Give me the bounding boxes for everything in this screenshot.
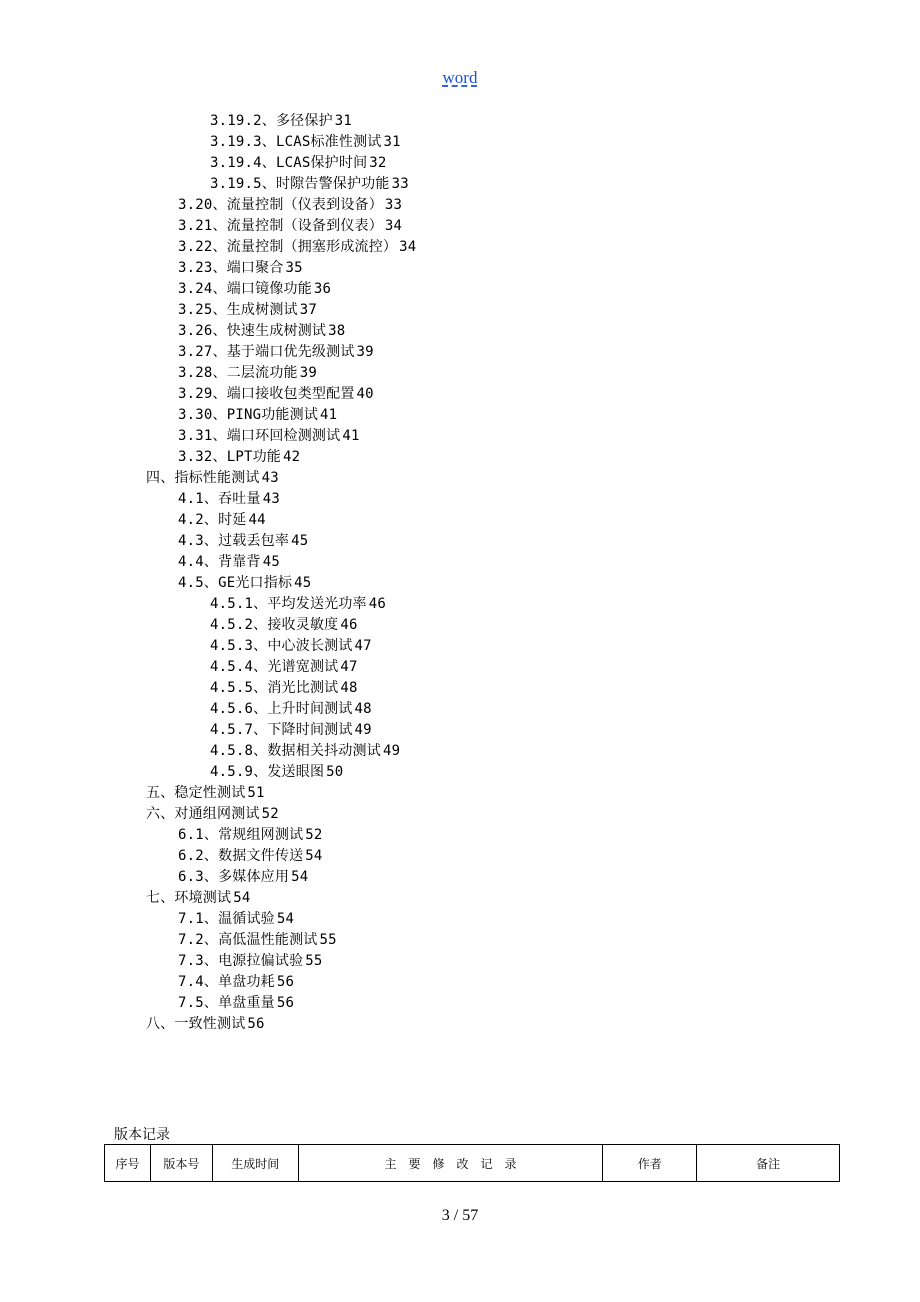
toc-entry[interactable]	[178, 426, 360, 447]
toc-entry[interactable]	[178, 237, 416, 258]
toc-entry-title: 八、一致性测试	[146, 1016, 246, 1032]
toc-entry-title: 3.21、流量控制（设备到仪表）	[178, 218, 383, 234]
toc-entry-page: 54	[233, 890, 251, 906]
toc-entry-title: 3.27、基于端口优先级测试	[178, 344, 355, 360]
toc-entry[interactable]	[178, 279, 331, 300]
toc-entry-title: 3.23、端口聚合	[178, 260, 284, 276]
toc-entry-title: 4.4、背靠背	[178, 554, 261, 570]
col-date-header: 生成时间	[212, 1145, 298, 1182]
toc-entry[interactable]	[178, 552, 280, 573]
toc-entry-title: 3.26、快速生成树测试	[178, 323, 327, 339]
toc-entry-title: 3.19.4、LCAS保护时间	[210, 155, 368, 171]
col-changes-header: 主 要 修 改 记 录	[298, 1145, 603, 1182]
col-index-header: 序号	[105, 1145, 151, 1182]
version-record-table	[104, 1144, 840, 1182]
toc-entry-page: 36	[313, 281, 332, 297]
toc-entry-page: 31	[334, 113, 353, 129]
toc-entry-title: 七、环境测试	[146, 890, 232, 906]
toc-entry[interactable]	[178, 363, 317, 384]
toc-entry-title: 7.3、电源拉偏试验	[178, 953, 304, 969]
toc-entry[interactable]	[178, 489, 280, 510]
toc-entry[interactable]	[146, 1014, 265, 1035]
toc-entry[interactable]	[178, 846, 323, 867]
toc-entry-page: 56	[276, 974, 295, 990]
toc-entry-title: 六、对通组网测试	[146, 806, 260, 822]
toc-entry[interactable]	[146, 783, 265, 804]
toc-entry[interactable]	[210, 657, 358, 678]
toc-entry[interactable]	[210, 594, 386, 615]
toc-entry-title: 4.5、GE光口指标	[178, 575, 293, 591]
toc-entry[interactable]	[178, 573, 311, 594]
toc-entry-title: 3.19.2、多径保护	[210, 113, 333, 129]
toc-entry-page: 54	[291, 869, 309, 885]
toc-entry-page: 52	[305, 827, 323, 843]
col-version-header: 版本号	[150, 1145, 212, 1182]
header-word-link[interactable]: word	[442, 68, 478, 87]
toc-entry-page: 48	[354, 701, 372, 717]
toc-entry[interactable]	[178, 972, 294, 993]
toc-entry-page: 45	[294, 575, 312, 591]
toc-entry-title: 7.4、单盘功耗	[178, 974, 275, 990]
toc-entry-title: 6.1、常规组网测试	[178, 827, 304, 843]
toc-entry-page: 31	[383, 134, 401, 150]
toc-entry-page: 41	[320, 407, 338, 423]
toc-entry-title: 4.5.6、上升时间测试	[210, 701, 353, 717]
version-table-header-row	[105, 1145, 840, 1182]
toc-entry-title: 6.3、多媒体应用	[178, 869, 290, 885]
toc-entry[interactable]	[210, 741, 400, 762]
toc-entry-page: 40	[356, 386, 374, 402]
toc-entry-page: 33	[391, 176, 409, 192]
version-record-title: 版本记录	[114, 1127, 170, 1143]
toc-entry[interactable]	[178, 867, 308, 888]
toc-entry-title: 4.2、时延	[178, 512, 247, 528]
toc-entry-title: 4.5.1、平均发送光功率	[210, 596, 367, 612]
toc-entry-page: 38	[328, 323, 346, 339]
toc-entry-page: 34	[399, 239, 417, 255]
toc-entry[interactable]	[178, 300, 317, 321]
toc-entry[interactable]	[178, 258, 303, 279]
toc-entry[interactable]	[210, 153, 387, 174]
toc-entry-page: 52	[261, 806, 279, 822]
toc-entry-page: 45	[291, 533, 309, 549]
toc-entry[interactable]	[210, 615, 358, 636]
toc-entry[interactable]	[178, 405, 337, 426]
toc-entry[interactable]	[178, 825, 323, 846]
toc-entry[interactable]	[210, 174, 409, 195]
toc-entry-page: 44	[248, 512, 266, 528]
toc-entry-title: 五、稳定性测试	[146, 785, 246, 801]
toc-entry-page: 55	[305, 953, 323, 969]
toc-entry[interactable]	[210, 762, 343, 783]
toc-entry-page: 46	[368, 596, 387, 612]
toc-entry[interactable]	[210, 699, 372, 720]
toc-entry-page: 45	[262, 554, 280, 570]
toc-entry[interactable]	[178, 993, 294, 1014]
toc-entry-page: 39	[299, 365, 317, 381]
toc-entry[interactable]	[146, 468, 279, 489]
toc-entry-title: 7.1、温循试验	[178, 911, 275, 927]
toc-entry-page: 35	[285, 260, 303, 276]
toc-entry-title: 3.25、生成树测试	[178, 302, 298, 318]
toc-entry-title: 4.5.9、发送眼图	[210, 764, 325, 780]
toc-entry-page: 54	[305, 848, 323, 864]
toc-entry-title: 3.24、端口镜像功能	[178, 281, 312, 297]
toc-entry-page: 43	[261, 470, 279, 486]
toc-entry-page: 37	[299, 302, 317, 318]
toc-entry-title: 3.28、二层流功能	[178, 365, 298, 381]
toc-entry[interactable]	[178, 951, 323, 972]
toc-entry[interactable]	[178, 909, 294, 930]
toc-entry-title: 7.2、高低温性能测试	[178, 932, 318, 948]
toc-entry-title: 3.20、流量控制（仪表到设备）	[178, 197, 383, 213]
toc-entry-title: 4.5.3、中心波长测试	[210, 638, 353, 654]
toc-entry-page: 48	[340, 680, 358, 696]
toc-entry-title: 4.3、过载丢包率	[178, 533, 290, 549]
toc-entry[interactable]	[146, 888, 250, 909]
toc-entry-title: 3.32、LPT功能	[178, 449, 282, 465]
toc-entry-title: 7.5、单盘重量	[178, 995, 275, 1011]
toc-entry-page: 56	[276, 995, 295, 1011]
toc-entry-title: 4.5.7、下降时间测试	[210, 722, 353, 738]
toc-entry[interactable]	[210, 132, 401, 153]
toc-entry-page: 51	[247, 785, 265, 801]
toc-entry-page: 49	[354, 722, 372, 738]
toc-entry-title: 3.19.5、时隙告警保护功能	[210, 176, 390, 192]
toc-entry[interactable]	[178, 531, 308, 552]
col-author-header: 作者	[603, 1145, 697, 1182]
toc-entry-page: 42	[283, 449, 301, 465]
toc-entry[interactable]	[210, 111, 352, 132]
toc-entry-title: 3.30、PING功能测试	[178, 407, 319, 423]
toc-entry-title: 4.5.8、数据相关抖动测试	[210, 743, 381, 759]
toc-entry-title: 4.5.5、消光比测试	[210, 680, 339, 696]
toc-entry-page: 49	[382, 743, 401, 759]
toc-entry[interactable]	[178, 447, 300, 468]
toc-entry[interactable]	[210, 636, 372, 657]
toc-entry-title: 3.19.3、LCAS标准性测试	[210, 134, 382, 150]
toc-entry-page: 34	[384, 218, 403, 234]
toc-entry-page: 33	[384, 197, 403, 213]
toc-entry[interactable]	[210, 720, 372, 741]
toc-entry-page: 41	[342, 428, 360, 444]
toc-entry[interactable]	[178, 216, 402, 237]
toc-entry[interactable]	[178, 342, 374, 363]
toc-entry-title: 3.31、端口环回检测测试	[178, 428, 341, 444]
toc-entry-title: 3.22、流量控制（拥塞形成流控）	[178, 239, 398, 255]
toc-entry-page: 47	[354, 638, 372, 654]
toc-entry[interactable]	[210, 678, 358, 699]
toc-entry-title: 6.2、数据文件传送	[178, 848, 304, 864]
toc-entry-title: 四、指标性能测试	[146, 470, 260, 486]
toc-entry[interactable]	[178, 321, 345, 342]
page-indicator: 3 / 57	[441, 1207, 479, 1224]
toc-entry-title: 4.1、吞吐量	[178, 491, 261, 507]
toc-entry-page: 46	[340, 617, 358, 633]
toc-entry-title: 4.5.4、光谱宽测试	[210, 659, 339, 675]
toc-entry[interactable]	[178, 384, 374, 405]
toc-entry-page: 39	[356, 344, 374, 360]
toc-entry-page: 43	[262, 491, 280, 507]
toc-entry[interactable]	[178, 930, 337, 951]
toc-entry[interactable]	[146, 804, 279, 825]
toc-entry-title: 4.5.2、接收灵敏度	[210, 617, 339, 633]
col-notes-header: 备注	[697, 1145, 840, 1182]
toc-entry-title: 3.29、端口接收包类型配置	[178, 386, 355, 402]
toc-entry-page: 50	[326, 764, 344, 780]
toc-entry-page: 56	[247, 1016, 265, 1032]
toc-entry-page: 32	[369, 155, 387, 171]
toc-entry-page: 47	[340, 659, 358, 675]
toc-entry-page: 55	[319, 932, 337, 948]
toc-entry-page: 54	[276, 911, 295, 927]
toc-entry[interactable]	[178, 510, 266, 531]
toc-entry[interactable]	[178, 195, 402, 216]
